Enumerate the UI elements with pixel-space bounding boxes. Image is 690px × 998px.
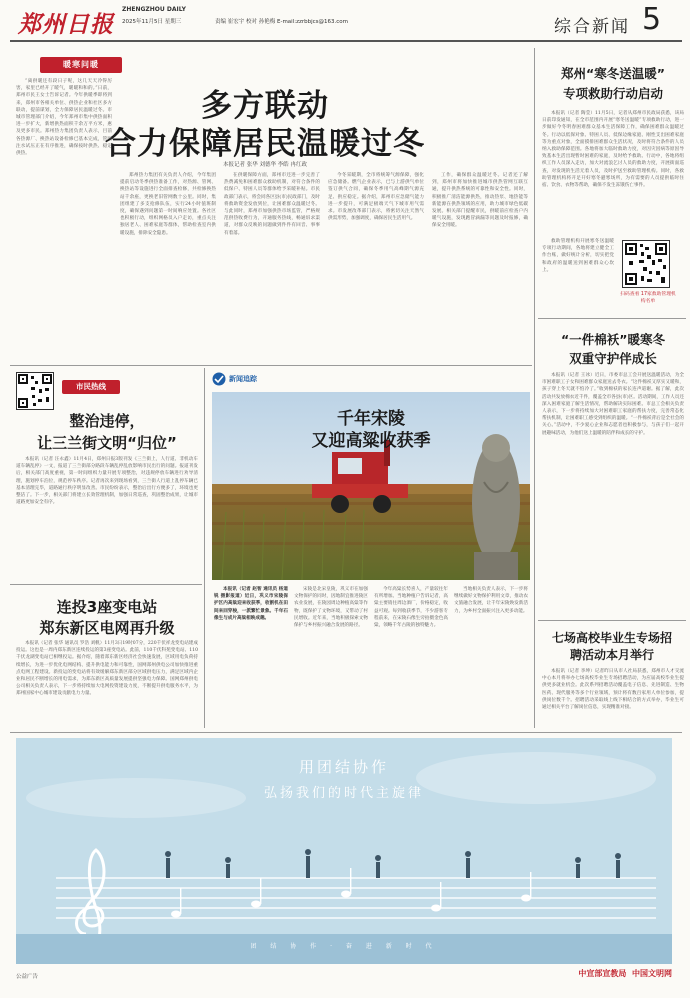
mid-left-body: 本报讯（记者 汪永鑫）11月4日，郑州日报3版刊发《三兰街上，人行道、非机动车道车辆乱停》一文，报道了三兰街部分路段车辆乱停乱放影响市民出行的问题。报道刊发后，相关部门高度重视，第一时间组织力量开展专项整治，对违规停放车辆进行劝导清理，施划停车泊位，规范停车秩序。记者再次来到现场看到，三兰街人行道上乱停车辆已基本清理完毕，道路通行秩序明显改善。市民纷纷表示，整治后出行方便多了，环境也更整洁了。下一步，相关部门将建立长效管理机制，加强日常巡查，巩固整治成果，让城市道路更加安全有序。	[16, 457, 198, 506]
lead-headline-2: 合力保障居民温暖过冬	[105, 126, 425, 162]
mid-center-caption: 本报讯（记者 赵智 通讯员 杨道锐 摄影报道）近日，巩义市宋陵保护区内高粱迎来收获季，收割机在田间来回穿梭，一派繁忙景象。千年石像生与成片高粱相映成趣。	[214, 587, 288, 621]
mid-left-headline-1: 整治违停，	[69, 412, 145, 430]
bottom-left-headline-2: 郑东新区电网再升级	[39, 619, 175, 637]
qr-caption: 扫码查看 17家救助管理机构名单	[620, 292, 676, 304]
bottom-left-headline-1: 连投3座变电站	[56, 598, 158, 616]
newspaper-logo: 郑州日报	[18, 11, 114, 38]
qr-code-icon	[623, 241, 669, 287]
ad-footer-left: 公益广告	[16, 974, 39, 980]
hotline-tag-label: 市民热线	[76, 382, 106, 391]
qr-code-icon	[17, 373, 53, 409]
right-bottom-body: 本报讯（记者 李坤）记者昨日从市人社局获悉，郑州市人才交流中心本月将举办七场高校毕业生专场招聘活动，为应届高校毕业生提供更多就业机会。此次系列招聘活动覆盖电子信息、先进制造、生物医药、现代服务等多个行业领域，预计将有数百家用人单位参加，提供岗位数千个。招聘活动采取线上线下相结合的方式举办，毕业生可通过相关平台了解岗位信息，实现精准对接。	[542, 669, 684, 711]
bottom-left-body: 本报讯（记者 张华 通讯员 罗浩 刘帆）11月3日19时07分，220千伏祥龙变电站建成投运。这也是一周内郑东新区连续投运的第3座变电站。此前，110千伏科苑变电站、110千伏龙湖变电站已相继投运。据介绍，随着郑东新区经济社会快速发展，区域用电负荷持续增长，为进一步优化电网结构、提升供电能力和可靠性，国网郑州供电公司加快推进重点电网工程建设。新投运的变电站将有效缓解郑东新区部分区域供电压力，满足区域内企业和居民不断增长的用电需求，为郑东新区高质量发展提供坚强电力保障。国网郑州供电公司相关负责人表示，下一步将持续加大电网投资建设力度，不断提升供电服务水平，为郑州国家中心城市建设贡献电力力量。	[16, 641, 198, 697]
right-mid-headline-1: “一件棉袄”暖寒冬	[561, 332, 665, 347]
lead-banner-label: 暖寒问暖	[63, 60, 99, 69]
qr-code-mid-left	[16, 372, 54, 410]
lead-column-3: 在供暖保障方面，郑州市还进一步完善了热费减免和困难群众救助机制，对符合条件的低保户、特困人员等群体给予采暖补贴。市民政部门表示，将会同各区县(市)民政部门，及时将救助资金发放到位，让困难群众温暖过冬。与此同时，郑州市加强供热市场监管，严格规范供热收费行为，开通服务热线，畅通诉求渠道，对群众反映的问题做到件件有回音、事事有着落。	[224, 173, 320, 236]
qr-code-right-top	[622, 240, 670, 288]
right-top-body: 本报讯（记者 陶莹）11月5日，记者从郑州市民政局获悉，该局日前印发通知，在全市范围内开展“寒冬送温暖”专项救助行动，进一步做好今冬明春困难群众基本生活保障工作，确保困难群众温暖过冬。行动以低保对象、特困人员、低保边缘家庭、刚性支出困难家庭等为重点对象，全面摸排困难群众生活状况，及时将符合条件的人员纳入救助保障范围。各地将加大临时救助力度，对因灾因病等原因导致基本生活出现暂时困难的家庭，及时给予救助。行动中，各地将组织工作人员深入走访，加大对流浪乞讨人员的救助力度，开展街面巡查，对发现的生活无着人员，及时护送至救助管理机构。同时，各救助管理机构将开足开好寒冬避寒场所，为有需要的人员提供临时住宿、饮食、衣物等帮助，确保不发生冻饿伤亡事件。	[542, 111, 684, 189]
mid-center-headline-1: 千年宋陵	[337, 409, 405, 429]
hotline-tag	[62, 380, 120, 394]
editor-line: 责编 崔宏宇 校对 孙艳梅 E-mail:zzrbbjcs@163.com	[215, 19, 349, 25]
mid-left-bottom-rule	[10, 584, 202, 585]
mid-left-headline-2: 让三兰街文明“归位”	[37, 434, 177, 452]
followup-badge-icon	[212, 372, 226, 386]
mid-center-body-3: 当地相关负责人表示，下一步将继续做好文物保护利用文章，推动农文旅融合发展，让千年宋陵焕发新活力，为乡村全面振兴注入更多动能。	[454, 587, 528, 614]
right-mid-headline-2: 双重守护伴成长	[569, 351, 657, 366]
mid-left-divider	[204, 368, 205, 728]
right-mid-rule	[538, 620, 686, 621]
ad-title: 用团结协作	[298, 758, 389, 776]
ad-top-rule	[10, 732, 682, 733]
right-top-headline-2: 专项救助行动启动	[562, 86, 663, 101]
section-title: 综合新闻	[554, 17, 630, 37]
lead-column-4: 今冬采暖期，全市将统筹气源保障，强化应急储备。燃气企业表示，已与上游供气单位签订供气合同，确保冬季用气高峰期气源充足、供应稳定。据介绍，郑州市应急储气能力进一步提升，可满足极端天气下城市用气需求。市发展改革部门表示，将密切关注天然气供需形势，加强调度，确保居民生活用气。	[328, 173, 424, 222]
ad-footer-right: 中宣部宣教局 中国文明网	[578, 968, 672, 978]
right-top-rule	[538, 318, 686, 319]
lead-headline-1: 多方联动	[201, 88, 329, 124]
right-top-headline-1: 郑州“寒冬送温暖”	[561, 66, 665, 81]
lead-column-2: 郑州热力集团有关负责人介绍，今年集团提前启动冬季供热准备工作，对热源、管网、换热站等设施进行全面排查检修，共检修换热站千余座，更换老旧管网数十公里。同时，集团组建了多支抢修队伍，实行24小时值班制度，确保遇到问题第一时间响应处置。各社区也积极行动，组织网格员入户走访，重点关注独居老人、困难家庭等群体，帮助检查室内供暖设施，排除安全隐患。	[120, 173, 216, 236]
mid-center-body-2: 今年高粱长势喜人，产量较往年有所增加。当地种植户告诉记者，高粱主要销往周边酒厂，价格稳定，收益可观。每到收获季节，不少游客专程前来，在宋陵石像生旁拍摄金色高粱，领略千年古陵的独特魅力。	[374, 587, 448, 629]
ad-small-text: 团 结 协 作 · 奋 进 新 时 代	[250, 943, 438, 950]
news-followup-tag	[212, 372, 284, 386]
lead-bottom-rule	[10, 365, 532, 366]
page-number: 5	[642, 2, 662, 37]
followup-tag-label: 新闻追踪	[229, 375, 257, 383]
right-bottom-headline: 七场高校毕业生专场招聘活动本月举行	[551, 631, 672, 662]
lead-byline: 本报记者 张华 刘德华 李皓 冉红政	[223, 162, 307, 168]
right-top-body-cont: 救助管理机构开展寒冬送温暖专项行动期间，各地将建立健全工作台账，做好统计分析，切实把党和政府的温暖送到困难群众心坎上。	[542, 239, 614, 273]
lead-column-1: “离供暖还有段日子呢，这几天天冷得厉害，家里已经开了暖气，暖暖和和的。”日前，郑州市民王女士告诉记者。今年供暖季即将到来，郑州市各相关单位、供热企业和社区多方联动，提前谋划，全力保障居民温暖过冬。市城市管理部门介绍，今年郑州市集中供热面积进一步扩大，新增供热面积千余万平方米，惠及更多市民。郑州热力集团负责人表示，目前各热源厂、换热站设备检修已基本完成，管网注水试压正在有序推进，确保按时供热、稳定供热。	[16, 79, 112, 157]
mid-center-body-1: 宋陵是北宋皇陵，巩义市在加强文物保护的同时，因地制宜推进陵区农业发展，在陵园周边种植高粱等作物，既保护了文物环境，又带动了村民增收。近年来，当地积极探索文物保护与乡村振兴融合发展的路径。	[294, 587, 368, 629]
lead-column-5: 工作，确保群众温暖过冬。记者还了解到，郑州市将加快推进城市供热管网互联互通，提升供热系统的可靠性和安全性。同时，积极推广清洁能源供热，推动热泵、地热能等新能源在供热领域的应用，助力城市绿色低碳发展。相关部门提醒市民，供暖前应检查户内暖气设施，发现跑冒滴漏等问题及时报修，确保安全用暖。	[432, 173, 528, 229]
newspaper-pinyin: ZHENGZHOU DAILY	[122, 6, 186, 13]
masthead	[0, 0, 690, 44]
column-divider-right	[534, 48, 535, 728]
right-mid-body: 本报讯（记者 王冰）近日，市委市总工会开展送温暖活动，为全市困难职工子女和困难群众家庭送去冬衣。“这件棉袄又厚实又暖和，孩子穿上冬天就不怕冷了。”收到棉袄的家长连声道谢。据了解，此次活动共发放棉衣近千件，覆盖全市各县(市)区。活动期间，工作人员还深入困难家庭了解生活情况，帮助解决实际困难。市总工会相关负责人表示，下一步将持续加大对困难职工家庭的帮扶力度，完善常态化帮扶机制，让困难职工感受到组织的温暖。“一件棉袄背后是全社会的关心。”活动中，不少爱心企业和志愿者也积极参与，与孩子们一起开展趣味活动，为他们送上温暖的陪伴和成长的守护。	[542, 373, 684, 436]
ad-subtitle: 弘扬我们的时代主旋律	[263, 786, 424, 801]
mid-center-headline-2: 又迎高粱收获季	[311, 431, 431, 451]
date-line: 2025年11月5日 星期三	[122, 19, 182, 25]
public-service-ad	[16, 738, 672, 964]
masthead-rule	[10, 40, 682, 42]
